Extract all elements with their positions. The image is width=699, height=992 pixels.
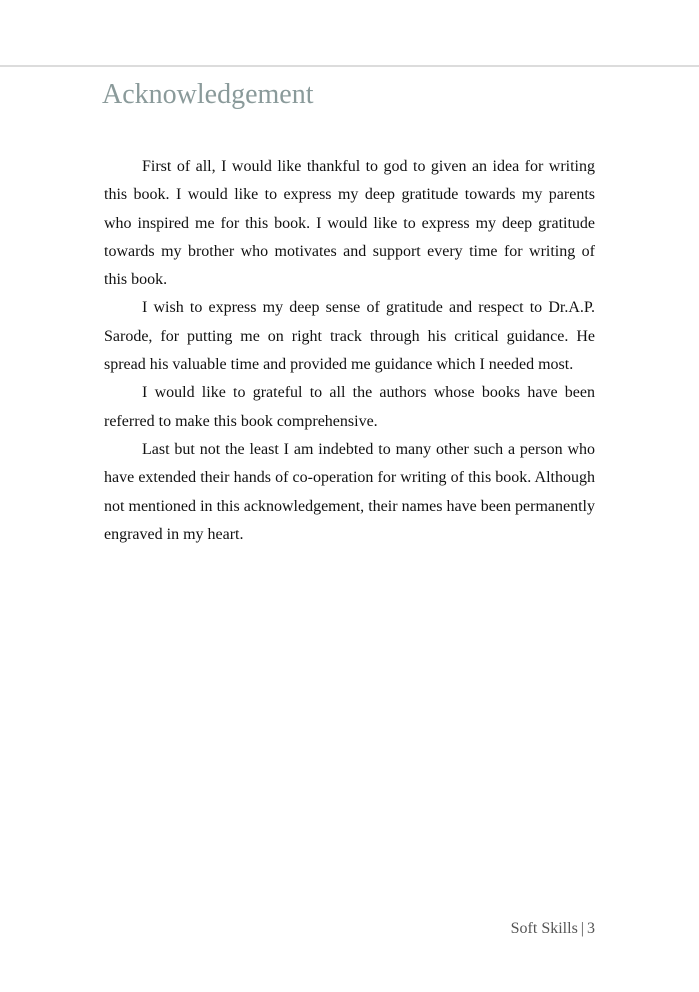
paragraph: Last but not the least I am indebted to many other such a person who have extended their hands of co-operation for writing of this book. Although not mentioned in this acknowledgement, their names have been permanently engraved in my heart. [104,440,595,543]
footer-book-title: Soft Skills [510,920,578,937]
body-text [104,153,595,549]
paragraph: I would like to grateful to all the authors whose books have been referred to make this book comprehensive. [104,384,595,430]
footer-separator: | [580,920,584,937]
page-footer [511,918,595,940]
page-title: Acknowledgement [102,79,314,110]
page-number: 3 [587,920,595,937]
header-divider [0,65,699,67]
paragraph: I wish to express my deep sense of gratitude and respect to Dr.A.P. Sarode, for putting me on right track through his critical guidance. He spread his valuable time and provided me guidance which I needed most. [104,299,595,374]
paragraph: First of all, I would like thankful to god to given an idea for writing this book. I would like to express my deep gratitude towards my parents who inspired me for this book. I would like to express my deep gratitude towards my brother who motivates and support every time for writing of this book. [104,158,595,289]
